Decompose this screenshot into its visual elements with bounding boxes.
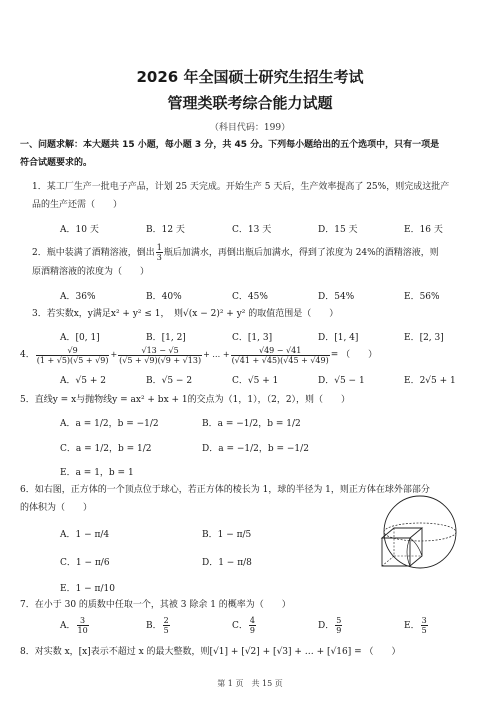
subject-code: （科目代码：199） xyxy=(209,123,291,133)
section-instruction-line1: 一、问题求解：本大题共 15 小题，每小题 3 分，共 45 分。下列每小题给出的五个选项中，只有一项是 xyxy=(20,140,440,150)
q4-stem: 4． $\frac{√9}{(1 + √5)(√5 + √9)}$ + $\frac{√13 - √5}{(√5 + √9)(√9 + √13)}$ + … + $\frac{√49 - √41}{(√41 + √45)(√45 + √49)}$ = （ ） xyxy=(20,345,378,365)
q7-option-b-fraction xyxy=(163,616,170,635)
q7-option-a[interactable] xyxy=(60,616,90,635)
q7-option-d[interactable] xyxy=(318,616,343,635)
q2-option-d[interactable]: D．54% xyxy=(318,292,355,302)
q3-stem: 3．若实数x，y满足x² + y² ≤ 1， 则√(x − 2)² + y² 的取值范围是（ ） xyxy=(32,309,339,319)
q4-term1-den: (1 + √5)(√5 + √9) xyxy=(36,355,109,365)
q4-term1-num: √9 xyxy=(36,346,110,356)
q1-stem-line2: 品的生产还需（ ） xyxy=(32,200,123,210)
q2-stem-line1 xyxy=(32,243,439,263)
q4-option-c[interactable]: C．√5 + 1 xyxy=(232,376,279,386)
q7-a-den: 10 xyxy=(77,626,88,635)
q6-option-c[interactable]: C．1 − π/6 xyxy=(60,558,110,568)
q4-term3-num: √49 − √41 xyxy=(231,346,330,356)
q2-frac-numerator: 1 xyxy=(156,243,162,252)
q4-option-e[interactable]: E．2√5 + 1 xyxy=(404,376,456,386)
q4-term2 xyxy=(118,346,202,365)
q4-option-d[interactable]: D．√5 − 1 xyxy=(318,376,365,386)
q7-option-c-label: C． xyxy=(232,621,248,631)
q5-option-c[interactable]: C．a = 1/2，b = 1/2 xyxy=(60,444,152,454)
exam-subtitle: 管理类联考综合能力试题 xyxy=(167,94,333,112)
q3-option-b[interactable]: B．[1, 2] xyxy=(146,333,186,343)
q5-stem: 5．直线y = x与抛物线y = ax² + bx + 1的交点为（1，1），（2，2），则（ ） xyxy=(20,395,351,405)
q2-option-b[interactable]: B．40% xyxy=(146,292,182,302)
q7-b-num: 2 xyxy=(163,616,169,625)
q2-stem-line2: 原酒精溶液的浓度为（ ） xyxy=(32,267,150,277)
q3-option-d[interactable]: D．[1, 4] xyxy=(318,333,359,343)
q7-option-c-fraction xyxy=(249,616,256,635)
q7-stem: 7．在小于 30 的质数中任取一个，其被 3 除余 1 的概率为（ ） xyxy=(20,600,291,610)
q7-option-e-label: E． xyxy=(404,621,420,631)
q7-option-e[interactable] xyxy=(404,616,429,635)
q2-option-a[interactable]: A．36% xyxy=(60,292,96,302)
q4-ellipsis: + … + xyxy=(203,350,230,359)
q3-option-a[interactable]: A．[0, 1] xyxy=(60,333,100,343)
q6-stem-line2: 的体积为（ ） xyxy=(20,503,93,513)
q1-stem-line1: 1．某工厂生产一批电子产品，计划 25 天完成。开始生产 5 天后，生产效率提高了 25%，则完成这批产 xyxy=(32,182,450,192)
q2-option-e[interactable]: E．56% xyxy=(404,292,440,302)
q7-option-d-fraction xyxy=(335,616,342,635)
q1-option-c[interactable]: C．13 天 xyxy=(232,225,272,235)
q2-stem-part2: 瓶后加满水，再倒出瓶后加满水，得到了浓度为 24%的酒精溶液，则 xyxy=(163,248,439,258)
q1-option-a[interactable]: A．10 天 xyxy=(60,225,99,235)
q7-option-d-label: D． xyxy=(318,621,335,631)
q4-term2-num: √13 − √5 xyxy=(118,346,202,356)
q5-option-d[interactable]: D．a = −1/2，b = −1/2 xyxy=(202,444,309,454)
q3-option-c[interactable]: C．[1, 3] xyxy=(232,333,273,343)
q7-option-b-label: B． xyxy=(146,621,162,631)
q7-option-b[interactable] xyxy=(146,616,171,635)
q5-option-a[interactable]: A．a = 1/2，b = −1/2 xyxy=(60,419,159,429)
q2-stem-part1: 2．瓶中装满了酒精溶液，倒出 xyxy=(32,248,155,258)
q4-term3 xyxy=(231,346,330,365)
q1-option-e[interactable]: E．16 天 xyxy=(404,225,443,235)
q6-option-e[interactable]: E．1 − π/10 xyxy=(60,584,115,594)
q6-option-a[interactable]: A．1 − π/4 xyxy=(60,530,110,540)
q4-tail: = （ ） xyxy=(330,350,378,360)
q6-option-d[interactable]: D．1 − π/8 xyxy=(202,558,252,568)
q7-option-a-fraction xyxy=(77,616,89,635)
q6-option-b[interactable]: B．1 − π/5 xyxy=(202,530,252,540)
q8-stem: 8．对实数 x，[x]表示不超过 x 的最大整数，则[√1] + [√2] + [√3] + … + [√16] = （ ） xyxy=(20,647,401,657)
q4-option-a[interactable]: A．√5 + 2 xyxy=(60,376,106,386)
q7-option-c[interactable] xyxy=(232,616,257,635)
q7-c-den: 9 xyxy=(249,626,255,635)
q7-option-a-label: A． xyxy=(60,621,76,631)
q7-b-den: 5 xyxy=(163,626,169,635)
section-instruction-line2: 符合试题要求的。 xyxy=(20,158,93,168)
sphere-cube-figure xyxy=(374,492,470,572)
q7-e-den: 5 xyxy=(421,626,427,635)
q5-option-e[interactable]: E．a = 1，b = 1 xyxy=(60,468,134,478)
q2-fraction xyxy=(156,243,163,262)
q4-option-b[interactable]: B．√5 − 2 xyxy=(146,376,193,386)
q1-option-d[interactable]: D．15 天 xyxy=(318,225,358,235)
q4-term2-den: (√5 + √9)(√9 + √13) xyxy=(119,355,202,365)
q4-term3-den: (√41 + √45)(√45 + √49) xyxy=(231,355,329,365)
q7-d-den: 9 xyxy=(336,626,342,635)
q2-option-c[interactable]: C．45% xyxy=(232,292,268,302)
q2-frac-denominator: 3 xyxy=(156,253,162,262)
q4-term1 xyxy=(36,346,110,365)
q6-stem-line1: 6．如右图，正方体的一个顶点位于球心，若正方体的棱长为 1，球的半径为 1，则正方体在球外部部分 xyxy=(20,485,430,495)
q7-a-num: 3 xyxy=(77,616,89,626)
q7-c-num: 4 xyxy=(249,616,255,625)
q7-e-num: 3 xyxy=(421,616,427,625)
q3-option-e[interactable]: E．[2, 3] xyxy=(404,333,444,343)
q7-d-num: 5 xyxy=(336,616,342,625)
q5-option-b[interactable]: B．a = −1/2，b = 1/2 xyxy=(202,419,301,429)
q1-option-b[interactable]: B．12 天 xyxy=(146,225,185,235)
q4-number: 4． xyxy=(20,350,35,360)
q7-option-e-fraction xyxy=(421,616,428,635)
exam-title: 2026 年全国硕士研究生招生考试 xyxy=(136,68,364,86)
page-footer: 第 1 页 共 15 页 xyxy=(217,679,283,688)
